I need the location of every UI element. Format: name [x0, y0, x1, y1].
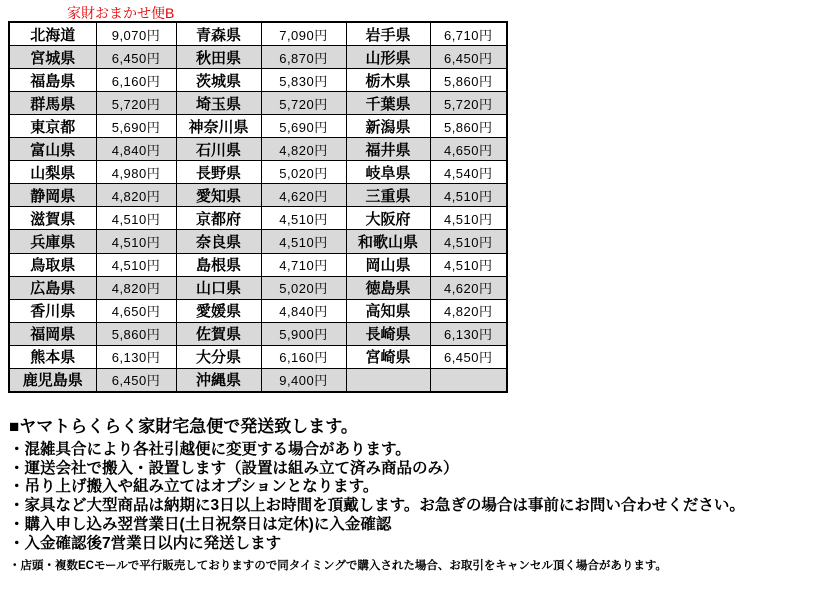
price-cell: 5,020円 [261, 161, 346, 184]
shipping-table-title: 家財おまかせ便B [67, 5, 175, 21]
price-cell: 4,510円 [261, 207, 346, 230]
price-cell: 6,450円 [96, 368, 176, 392]
fee-table-row [9, 92, 507, 115]
prefecture-cell: 石川県 [176, 138, 261, 161]
price-cell: 4,620円 [430, 276, 507, 299]
price-cell: 4,650円 [96, 299, 176, 322]
prefecture-cell: 長崎県 [346, 322, 430, 345]
price-cell: 4,650円 [430, 138, 507, 161]
prefecture-cell: 愛媛県 [176, 299, 261, 322]
notes-bullet: ・入金確認後7営業日以内に発送します [9, 534, 282, 552]
price-cell: 6,450円 [430, 345, 507, 368]
prefecture-cell: 和歌山県 [346, 230, 430, 253]
prefecture-cell: 北海道 [9, 22, 96, 46]
prefecture-cell: 静岡県 [9, 184, 96, 207]
price-cell: 9,400円 [261, 368, 346, 392]
price-cell: 5,860円 [96, 322, 176, 345]
prefecture-cell: 岐阜県 [346, 161, 430, 184]
price-cell: 6,160円 [261, 345, 346, 368]
prefecture-cell: 徳島県 [346, 276, 430, 299]
price-cell: 4,840円 [96, 138, 176, 161]
notes-bullet: ・購入申し込み翌営業日(土日祝祭日は定休)に入金確認 [9, 515, 392, 533]
prefecture-cell: 富山県 [9, 138, 96, 161]
notes-bullet: ・運送会社で搬入・設置します（設置は組み立て済み商品のみ） [9, 459, 459, 477]
price-cell: 5,020円 [261, 276, 346, 299]
prefecture-cell [346, 368, 430, 392]
prefecture-cell: 青森県 [176, 22, 261, 46]
prefecture-cell: 大分県 [176, 345, 261, 368]
price-cell: 4,510円 [430, 184, 507, 207]
fee-table-row [9, 253, 507, 276]
prefecture-cell: 山梨県 [9, 161, 96, 184]
prefecture-cell: 茨城県 [176, 69, 261, 92]
price-cell: 4,840円 [261, 299, 346, 322]
notes-bullet: ・吊り上げ搬入や組み立てはオプションとなります。 [9, 478, 379, 496]
prefecture-cell: 奈良県 [176, 230, 261, 253]
prefecture-cell: 山口県 [176, 276, 261, 299]
price-cell: 6,130円 [96, 345, 176, 368]
price-cell: 4,510円 [430, 253, 507, 276]
prefecture-cell: 三重県 [346, 184, 430, 207]
prefecture-cell: 埼玉県 [176, 92, 261, 115]
fee-table-row [9, 207, 507, 230]
price-cell: 6,450円 [430, 46, 507, 69]
price-cell: 4,510円 [96, 253, 176, 276]
prefecture-cell: 香川県 [9, 299, 96, 322]
prefecture-cell: 東京都 [9, 115, 96, 138]
price-cell: 4,820円 [430, 299, 507, 322]
price-cell: 5,690円 [261, 115, 346, 138]
price-cell: 6,710円 [430, 22, 507, 46]
prefecture-cell: 神奈川県 [176, 115, 261, 138]
notes-bullet-list [9, 441, 745, 553]
prefecture-cell: 福井県 [346, 138, 430, 161]
price-cell: 5,720円 [96, 92, 176, 115]
fee-table-row [9, 299, 507, 322]
price-cell: 6,870円 [261, 46, 346, 69]
prefecture-cell: 宮城県 [9, 46, 96, 69]
fee-table-row [9, 345, 507, 368]
price-cell: 9,070円 [96, 22, 176, 46]
price-cell: 7,090円 [261, 22, 346, 46]
price-cell: 4,710円 [261, 253, 346, 276]
price-cell: 6,450円 [96, 46, 176, 69]
price-cell: 5,900円 [261, 322, 346, 345]
fee-table-row [9, 22, 507, 46]
fee-table-row [9, 368, 507, 392]
notes-heading: ■ヤマトらくらく家財宅急便で発送致します。 [9, 417, 358, 436]
prefecture-cell: 岡山県 [346, 253, 430, 276]
price-cell: 4,620円 [261, 184, 346, 207]
price-cell: 4,820円 [96, 184, 176, 207]
prefecture-cell: 佐賀県 [176, 322, 261, 345]
fee-table-row [9, 276, 507, 299]
price-cell: 4,820円 [96, 276, 176, 299]
prefecture-cell: 広島県 [9, 276, 96, 299]
prefecture-cell: 大阪府 [346, 207, 430, 230]
price-cell: 6,160円 [96, 69, 176, 92]
price-cell: 5,860円 [430, 69, 507, 92]
fee-table-row [9, 46, 507, 69]
price-cell: 5,690円 [96, 115, 176, 138]
prefecture-cell: 愛知県 [176, 184, 261, 207]
prefecture-cell: 兵庫県 [9, 230, 96, 253]
price-cell: 5,720円 [261, 92, 346, 115]
price-cell [430, 368, 507, 392]
prefecture-cell: 宮崎県 [346, 345, 430, 368]
price-cell: 5,830円 [261, 69, 346, 92]
notes-bullet: ・混雑具合により各社引越便に変更する場合があります。 [9, 441, 411, 458]
notes-footnote: ・店頭・複数ECモールで平行販売しておりますので同タイミングで購入された場合、お取引をキャンセル頂く場合があります。 [9, 560, 667, 572]
prefecture-cell: 秋田県 [176, 46, 261, 69]
prefecture-cell: 山形県 [346, 46, 430, 69]
prefecture-cell: 京都府 [176, 207, 261, 230]
fee-table-row [9, 69, 507, 92]
prefecture-cell: 福岡県 [9, 322, 96, 345]
price-cell: 4,510円 [261, 230, 346, 253]
prefecture-cell: 滋賀県 [9, 207, 96, 230]
prefecture-cell: 栃木県 [346, 69, 430, 92]
price-cell: 4,510円 [96, 207, 176, 230]
price-cell: 5,860円 [430, 115, 507, 138]
prefecture-cell: 新潟県 [346, 115, 430, 138]
price-cell: 4,510円 [96, 230, 176, 253]
prefecture-cell: 鹿児島県 [9, 368, 96, 392]
prefecture-cell: 群馬県 [9, 92, 96, 115]
prefecture-cell: 高知県 [346, 299, 430, 322]
price-cell: 4,820円 [261, 138, 346, 161]
fee-table-row [9, 115, 507, 138]
prefecture-cell: 長野県 [176, 161, 261, 184]
prefecture-cell: 鳥取県 [9, 253, 96, 276]
price-cell: 4,510円 [430, 207, 507, 230]
prefecture-cell: 千葉県 [346, 92, 430, 115]
fee-table-row [9, 322, 507, 345]
prefecture-cell: 岩手県 [346, 22, 430, 46]
price-cell: 6,130円 [430, 322, 507, 345]
fee-table-row [9, 184, 507, 207]
shipping-fee-table [8, 21, 508, 393]
price-cell: 4,540円 [430, 161, 507, 184]
prefecture-cell: 福島県 [9, 69, 96, 92]
price-cell: 5,720円 [430, 92, 507, 115]
prefecture-cell: 熊本県 [9, 345, 96, 368]
fee-table-row [9, 230, 507, 253]
price-cell: 4,510円 [430, 230, 507, 253]
fee-table-row [9, 138, 507, 161]
notes-bullet: ・家具など大型商品は納期に3日以上お時間を頂戴します。お急ぎの場合は事前にお問い合わせください。 [9, 497, 745, 515]
prefecture-cell: 沖縄県 [176, 368, 261, 392]
prefecture-cell: 島根県 [176, 253, 261, 276]
price-cell: 4,980円 [96, 161, 176, 184]
fee-table-row [9, 161, 507, 184]
